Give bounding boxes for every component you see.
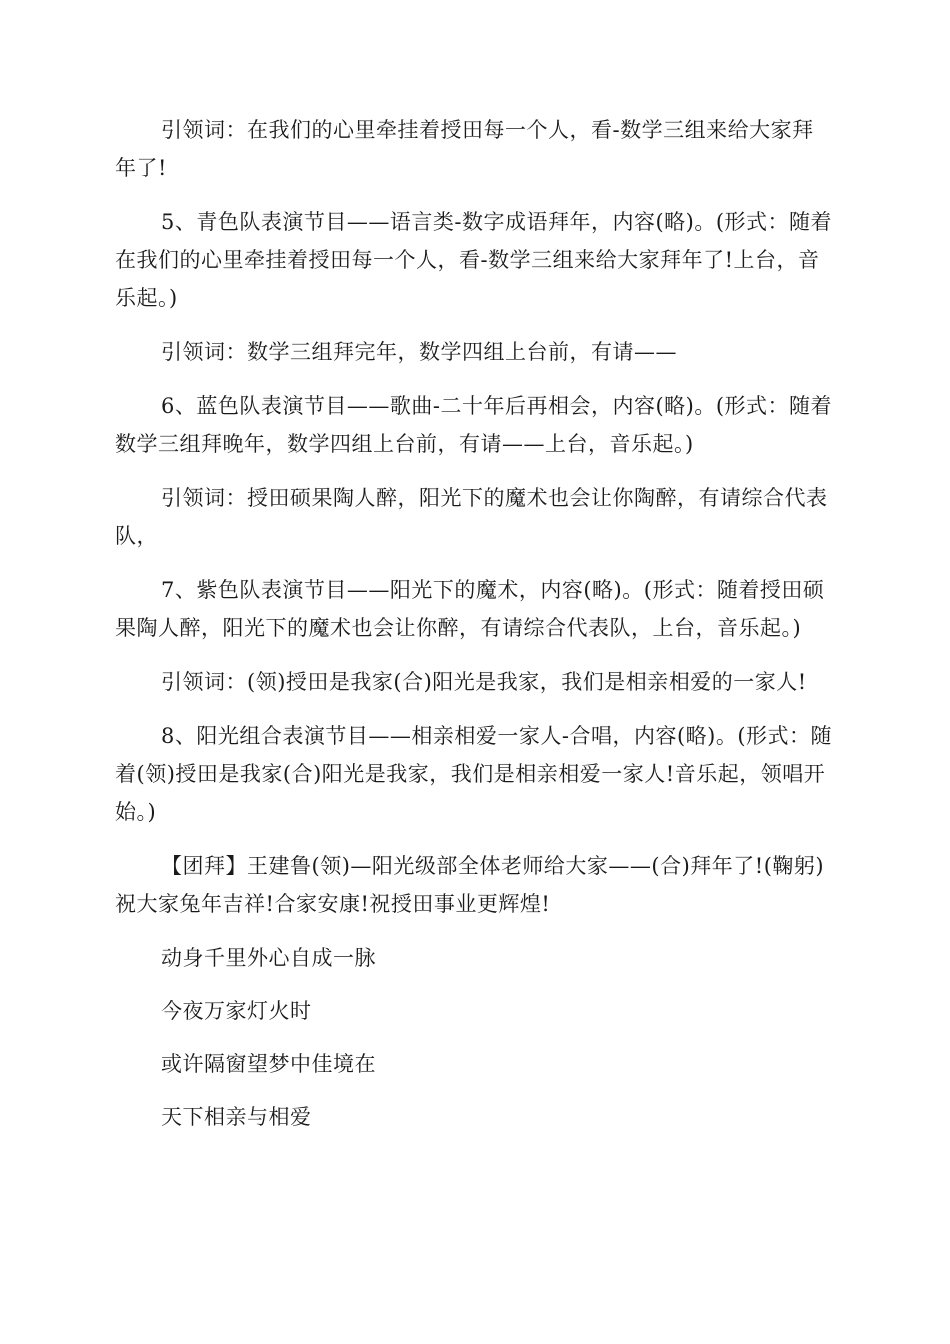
document-body	[115, 111, 835, 1151]
paragraph-lead-in-2: 引领词：数学三组拜完年，数学四组上台前，有请——	[161, 340, 677, 364]
paragraph-group-greeting: 【团拜】王建鲁(领)—阳光级部全体老师给大家——(合)拜年了!(鞠躬)祝大家兔年吉祥!合家安康!祝授田事业更辉煌!	[115, 854, 825, 916]
poem-line-2: 今夜万家灯火时	[161, 999, 312, 1023]
poem-line-3: 或许隔窗望梦中佳境在	[161, 1052, 376, 1076]
paragraph-lead-in-1: 引领词：在我们的心里牵挂着授田每一个人，看-数学三组来给大家拜年了!	[115, 118, 814, 180]
paragraph-program-6: 6、蓝色队表演节目——歌曲-二十年后再相会，内容(略)。(形式：随着数学三组拜晚年，数学四组上台前，有请——上台，音乐起。)	[115, 394, 833, 456]
poem-line-4: 天下相亲与相爱	[161, 1105, 312, 1129]
paragraph-program-7: 7、紫色队表演节目——阳光下的魔术，内容(略)。(形式：随着授田硕果陶人醉，阳光下的魔术也会让你醉，有请综合代表队，上台，音乐起。)	[115, 578, 825, 640]
paragraph-program-5: 5、青色队表演节目——语言类-数字成语拜年，内容(略)。(形式：随着在我们的心里牵挂着授田每一个人，看-数学三组来给大家拜年了!上台，音乐起。)	[115, 210, 833, 310]
paragraph-lead-in-3: 引领词：授田硕果陶人醉，阳光下的魔术也会让你陶醉，有请综合代表队，	[115, 486, 828, 548]
poem-line-1: 动身千里外心自成一脉	[161, 946, 376, 970]
paragraph-lead-in-4: 引领词：(领)授田是我家(合)阳光是我家，我们是相亲相爱的一家人!	[161, 670, 807, 694]
paragraph-program-8: 8、阳光组合表演节目——相亲相爱一家人-合唱，内容(略)。(形式：随着(领)授田是我家(合)阳光是我家，我们是相亲相爱一家人!音乐起，领唱开始。)	[115, 724, 833, 824]
